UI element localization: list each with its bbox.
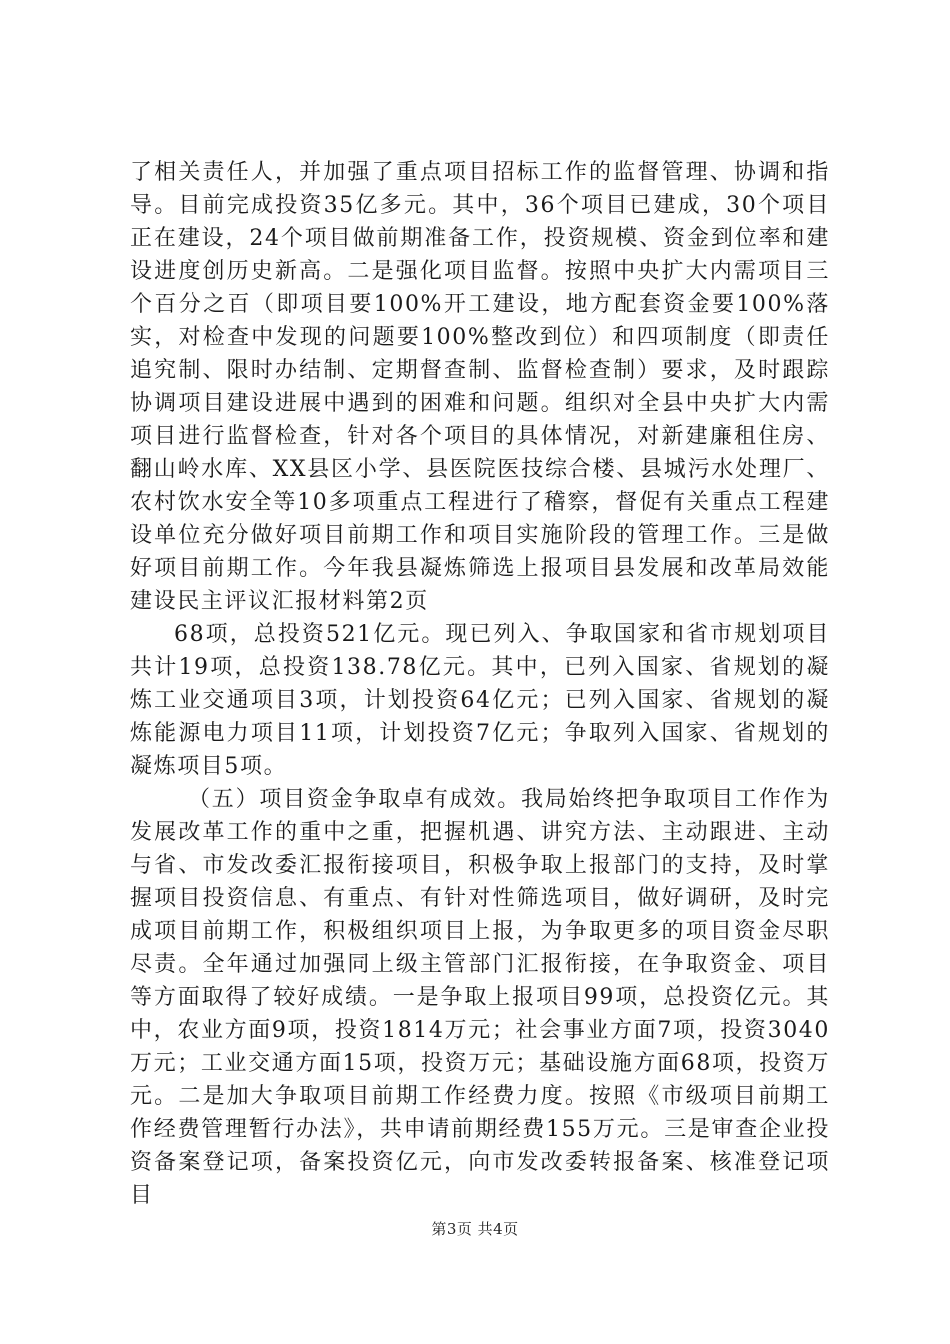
page-footer: 第3页 共4页 <box>431 1220 519 1238</box>
document-body <box>130 156 830 1212</box>
paragraph-1: 了相关责任人，并加强了重点项目招标工作的监督管理、协调和指导。目前完成投资35亿多元。其中，36个项目已建成，30个项目正在建设，24个项目做前期准备工作，投资规模、资金到位率和建设进度创历史新高。二是强化项目监督。按照中央扩大内需项目三个百分之百（即项目要100%开工建设，地方配套资金要100%落实，对检查中发现的问题要100%整改到位）和四项制度（即责任追究制、限时办结制、定期督查制、监督检查制）要求，及时跟踪协调项目建设进展中遇到的困难和问题。组织对全县中央扩大内需项目进行监督检查，针对各个项目的具体情况，对新建廉租住房、翻山岭水库、XX县区小学、县医院医技综合楼、县城污水处理厂、农村饮水安全等10多项重点工程进行了稽察，督促有关重点工程建设单位充分做好项目前期工作和项目实施阶段的管理工作。三是做好项目前期工作。今年我县凝炼筛选上报项目县发展和改革局效能建设民主评议汇报材料第2页 <box>130 160 830 614</box>
paragraph-3: （五）项目资金争取卓有成效。我局始终把争取项目工作作为发展改革工作的重中之重，把握机遇、讲究方法、主动跟进、主动与省、市发改委汇报衔接项目，积极争取上报部门的支持，及时掌握项目投资信息、有重点、有针对性筛选项目，做好调研，及时完成项目前期工作，积极组织项目上报，为争取更多的项目资金尽职尽责。全年通过加强同上级主管部门汇报衔接，在争取资金、项目等方面取得了较好成绩。一是争取上报项目99项，总投资亿元。其中，农业方面9项，投资1814万元；社会事业方面7项，投资3040万元；工业交通方面15项，投资万元；基础设施方面68项，投资万元。二是加大争取项目前期工作经费力度。按照《市级项目前期工作经费管理暂行办法》，共申请前期经费155万元。三是审查企业投资备案登记项，备案投资亿元，向市发改委转报备案、核准登记项目 <box>130 787 830 1208</box>
paragraph-2: 68项，总投资521亿元。现已列入、争取国家和省市规划项目共计19项，总投资138.78亿元。其中，已列入国家、省规划的凝炼工业交通项目3项，计划投资64亿元；已列入国家、省规划的凝炼能源电力项目11项，计划投资7亿元；争取列入国家、省规划的凝炼项目5项。 <box>130 622 830 779</box>
